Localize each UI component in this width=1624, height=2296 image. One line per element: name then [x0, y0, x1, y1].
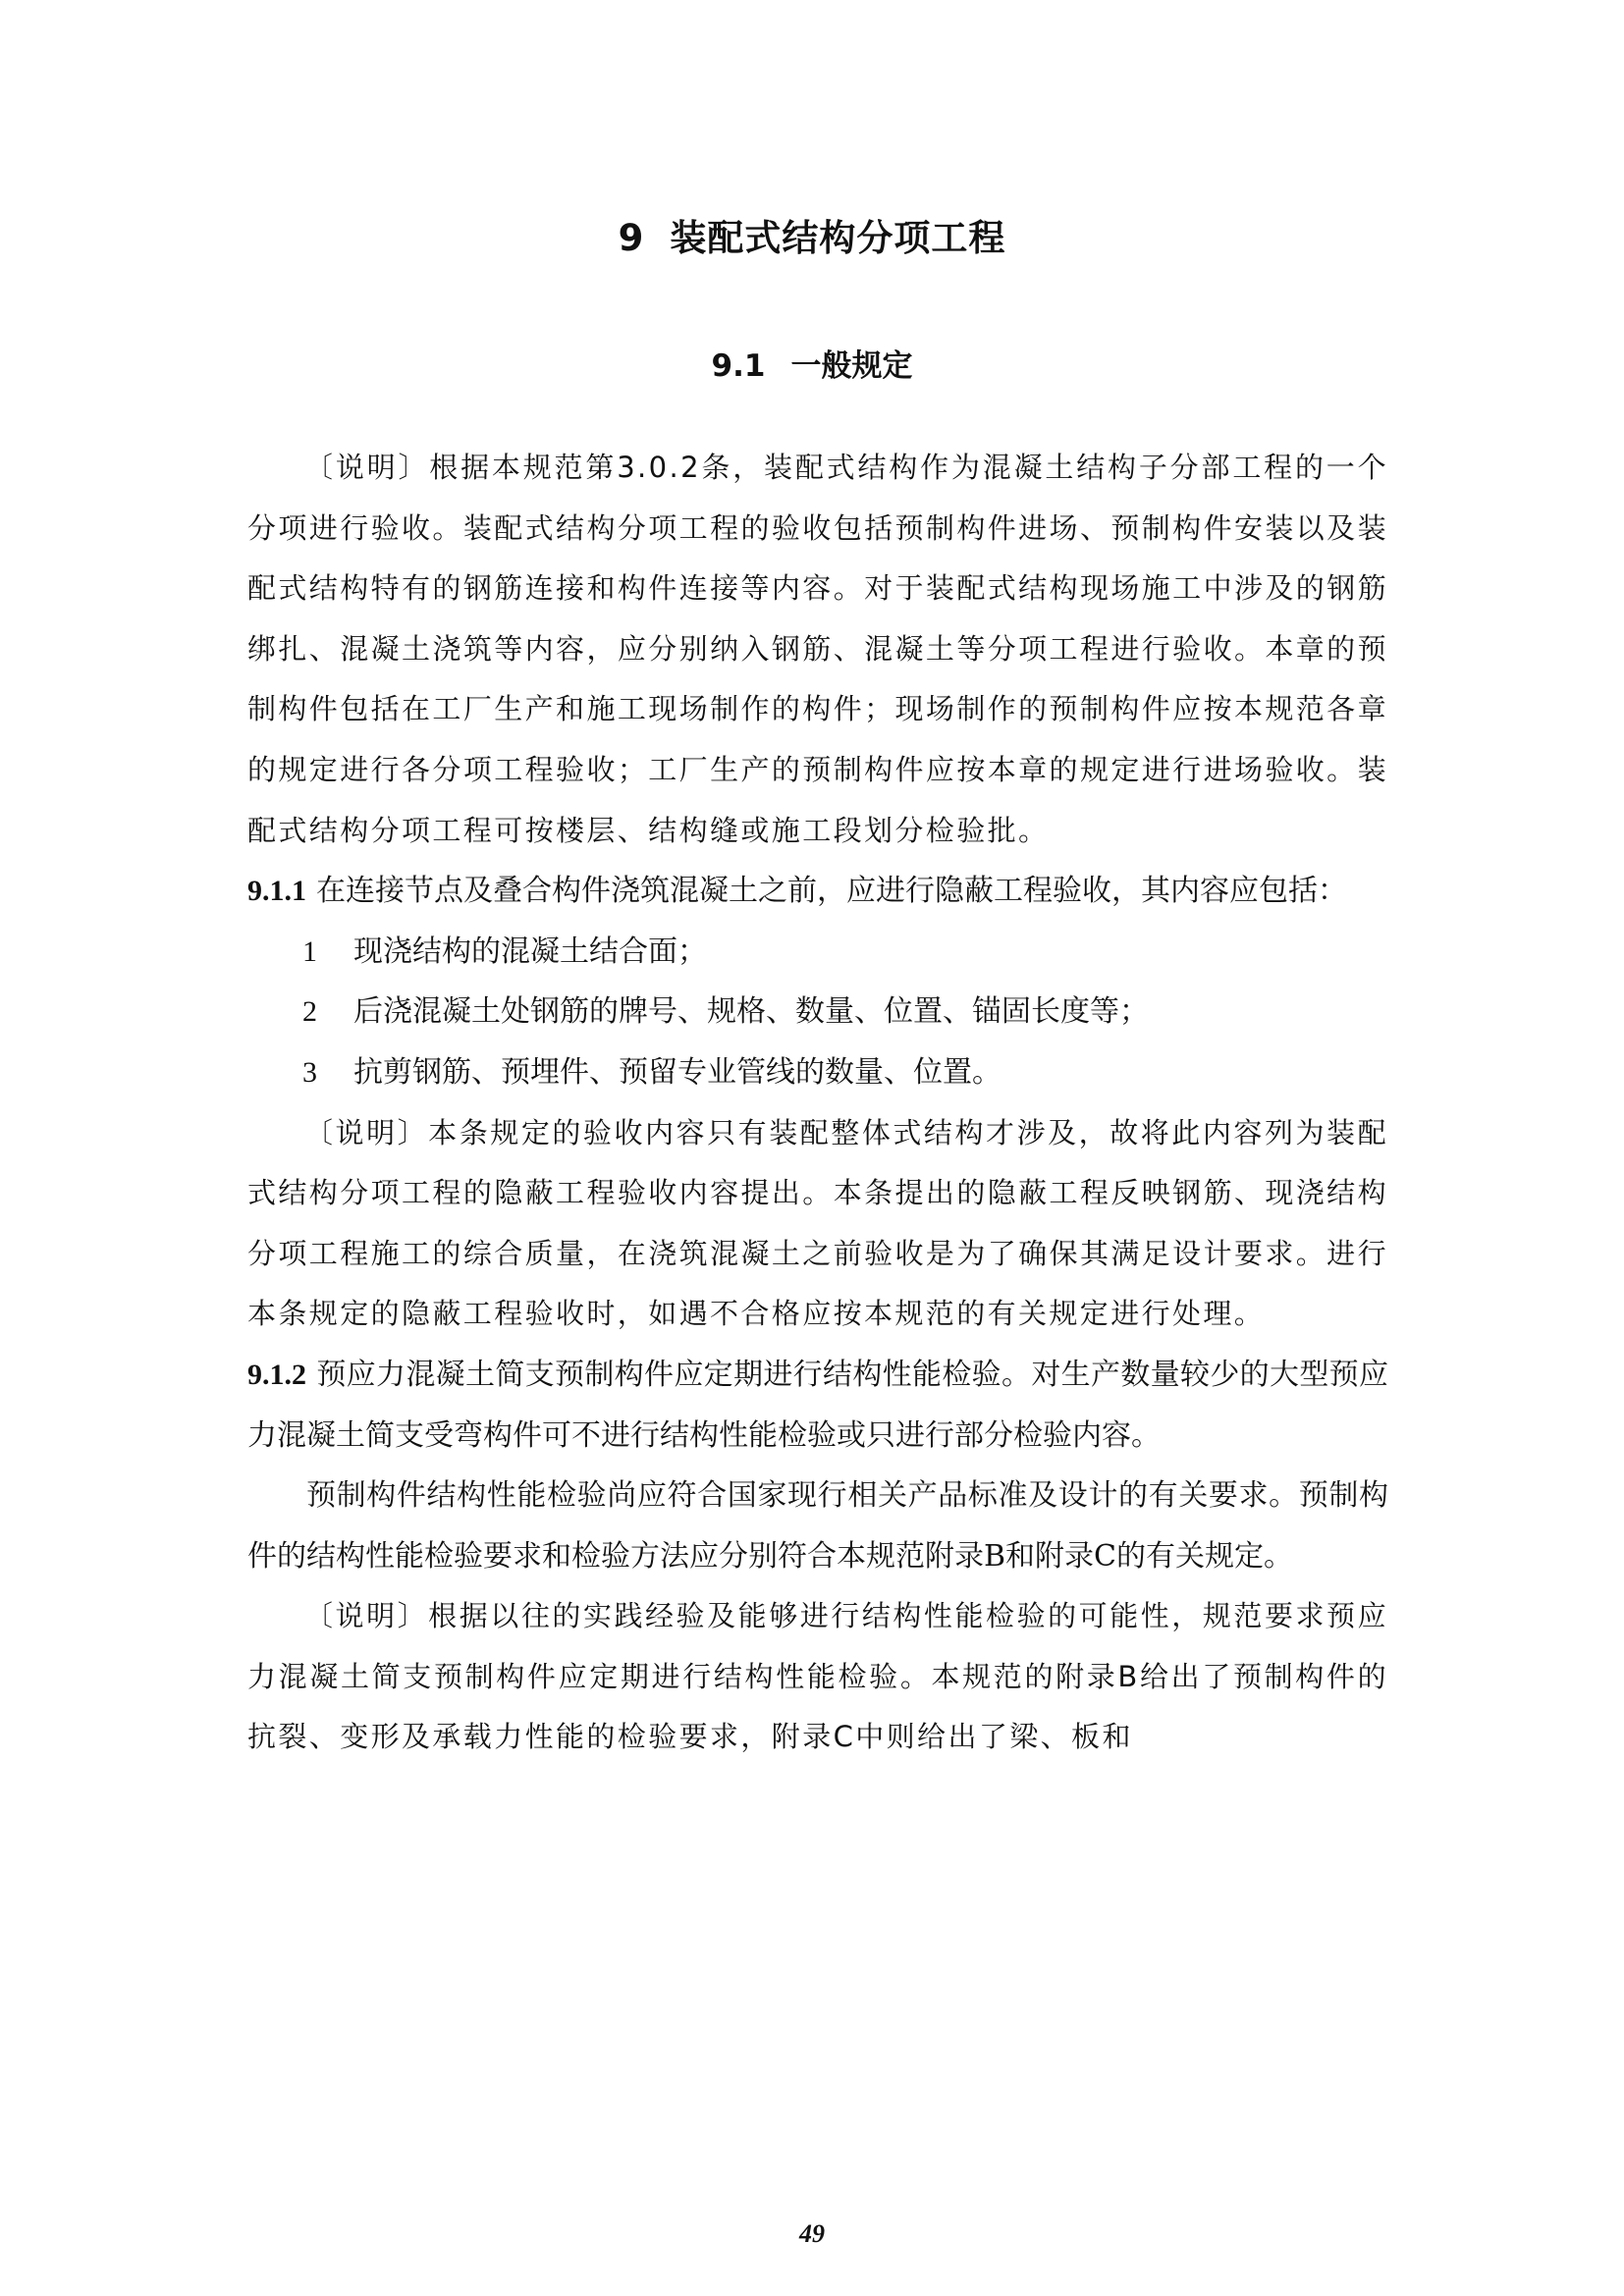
- section-title-text: 一般规定: [790, 348, 913, 384]
- page-number: 49: [799, 2219, 825, 2248]
- clause-number: 9.1.1: [247, 875, 306, 908]
- section-number: 9.1: [711, 348, 766, 384]
- list-item: [247, 922, 1388, 983]
- list-item-text: 抗剪钢筋、预埋件、预留专业管线的数量、位置。: [353, 1054, 1001, 1090]
- list-item-number: 1: [302, 934, 317, 968]
- list-item-text: 后浇混凝土处钢筋的牌号、规格、数量、位置、锚固长度等；: [353, 994, 1149, 1030]
- list-item-number: 3: [302, 1055, 317, 1089]
- list-item: [247, 1042, 1388, 1103]
- chapter-title-text: 装配式结构分项工程: [670, 217, 1006, 259]
- clause-9-1-2: [247, 1345, 1388, 1466]
- list-item-number: 2: [302, 995, 317, 1029]
- clause-text: 在连接节点及叠合构件浇筑混凝土之前，应进行隐蔽工程验收，其内容应包括：: [316, 874, 1347, 909]
- chapter-title: [0, 208, 1624, 261]
- explanation-paragraph: 〔说明〕根据以往的实践经验及能够进行结构性能检验的可能性，规范要求预应力混凝土简支预制构件应定期进行结构性能检验。本规范的附录B给出了预制构件的抗裂、变形及承载力性能的检验要求，附录C中则给出了梁、板和: [247, 1599, 1388, 1754]
- clause-9-1-1: [247, 861, 1388, 922]
- list-item-text: 现浇结构的混凝土结合面；: [353, 934, 707, 969]
- explanation-paragraph: 〔说明〕根据本规范第3.0.2条，装配式结构作为混凝土结构子分部工程的一个分项进行验收。装配式结构分项工程的验收包括预制构件进场、预制构件安装以及装配式结构特有的钢筋连接和构件连接等内容。对于装配式结构现场施工中涉及的钢筋绑扎、混凝土浇筑等内容，应分别纳入钢筋、混凝土等分项工程进行验收。本章的预制构件包括在工厂生产和施工现场制作的构件；现场制作的预制构件应按本规范各章的规定进行各分项工程验收；工厂生产的预制构件应按本章的规定进行进场验收。装配式结构分项工程可按楼层、结构缝或施工段划分检验批。: [247, 451, 1388, 847]
- clause-paragraph: 预制构件结构性能检验尚应符合国家现行相关产品标准及设计的有关要求。预制构件的结构性能检验要求和检验方法应分别符合本规范附录B和附录C的有关规定。: [247, 1478, 1388, 1574]
- clause-text: 预应力混凝土简支预制构件应定期进行结构性能检验。对生产数量较少的大型预应力混凝土简支受弯构件可不进行结构性能检验或只进行部分检验内容。: [247, 1357, 1388, 1453]
- clause-number: 9.1.2: [247, 1358, 306, 1391]
- explanation-paragraph: 〔说明〕本条规定的验收内容只有装配整体式结构才涉及，故将此内容列为装配式结构分项工程的隐蔽工程验收内容提出。本条提出的隐蔽工程反映钢筋、现浇结构分项工程施工的综合质量，在浇筑混凝土之前验收是为了确保其满足设计要求。进行本条规定的隐蔽工程验收时，如遇不合格应按本规范的有关规定进行处理。: [247, 1115, 1388, 1331]
- chapter-number: 9: [618, 217, 645, 259]
- list-item: [247, 982, 1388, 1042]
- section-title: [0, 341, 1624, 385]
- body-text: [247, 438, 1388, 1768]
